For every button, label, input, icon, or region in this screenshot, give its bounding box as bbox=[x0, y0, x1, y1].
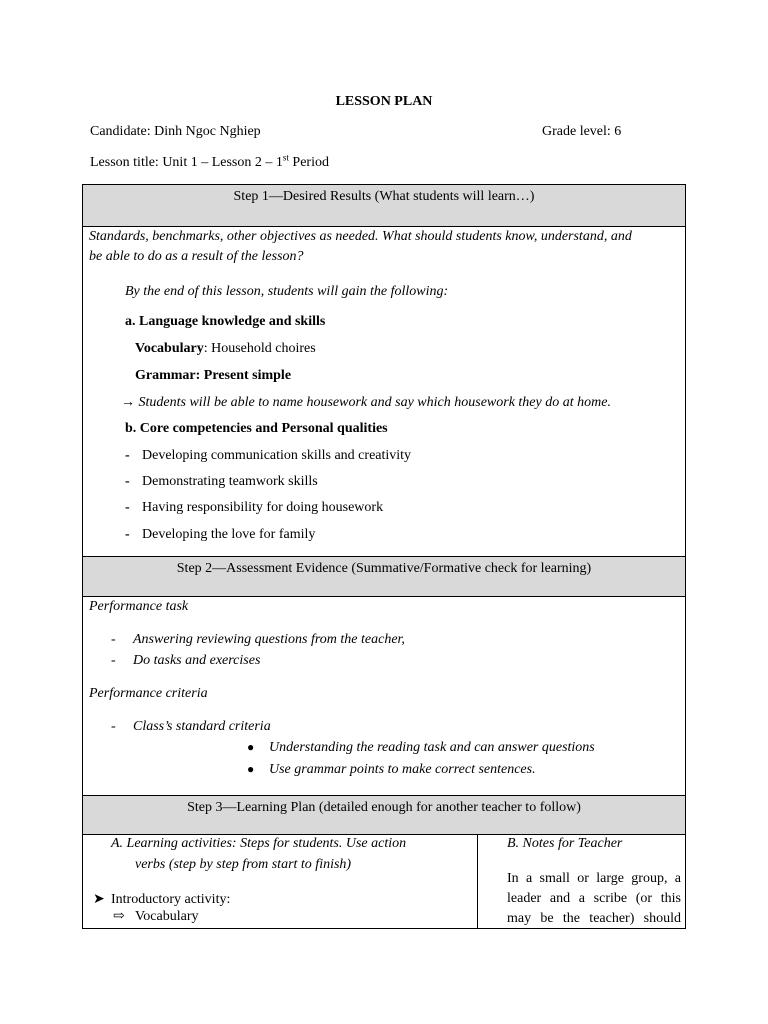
task-text: Answering reviewing questions from the teacher, bbox=[133, 632, 405, 647]
competency-item bbox=[125, 527, 315, 543]
section-b-heading: b. Core competencies and Personal qualities bbox=[125, 421, 388, 436]
criteria-point-text: Use grammar points to make correct sentences. bbox=[269, 762, 536, 777]
dash-bullet-icon: - bbox=[111, 719, 116, 734]
lesson-title-superscript: st bbox=[282, 152, 289, 163]
task-text: Do tasks and exercises bbox=[133, 653, 261, 668]
page-title: LESSON PLAN bbox=[335, 94, 433, 109]
grade-level: Grade level: 6 bbox=[542, 124, 622, 139]
competency-text: Developing communication skills and creativity bbox=[142, 448, 412, 463]
competency-item bbox=[125, 448, 411, 464]
vocabulary-item-text: Vocabulary bbox=[135, 909, 199, 924]
grammar-line: Grammar: Present simple bbox=[135, 368, 292, 383]
teacher-notes-heading: B. Notes for Teacher bbox=[507, 836, 623, 851]
criteria-text: Class’s standard criteria bbox=[133, 719, 271, 734]
column-divider bbox=[477, 834, 478, 929]
competency-text: Demonstrating teamwork skills bbox=[142, 474, 318, 489]
dash-bullet-icon: - bbox=[125, 527, 130, 542]
criteria-item bbox=[111, 719, 271, 735]
intro-activity-text: Introductory activity: bbox=[111, 892, 231, 907]
criteria-point-text: Understanding the reading task and can answer questions bbox=[269, 740, 595, 755]
vocabulary-item bbox=[113, 908, 199, 925]
dash-bullet-icon: - bbox=[125, 448, 130, 463]
candidate-name: Candidate: Dinh Ngoc Nghiep bbox=[90, 124, 261, 139]
competency-item bbox=[125, 474, 318, 490]
lesson-title bbox=[90, 152, 329, 171]
section-a-heading: a. Language knowledge and skills bbox=[125, 314, 326, 329]
arrowhead-bullet-icon: ➤ bbox=[93, 892, 105, 907]
objectives-intro: By the end of this lesson, students will gain the following: bbox=[125, 284, 449, 299]
standards-line-2: be able to do as a result of the lesson? bbox=[89, 249, 304, 264]
criteria-point bbox=[247, 762, 536, 778]
outcome-line bbox=[121, 395, 611, 411]
bullet-dot-icon: ● bbox=[247, 740, 255, 754]
dash-bullet-icon: - bbox=[111, 653, 116, 668]
vocabulary-label: Vocabulary bbox=[135, 341, 204, 356]
step2-heading: Step 2—Assessment Evidence (Summative/Formative check for learning) bbox=[176, 561, 592, 576]
performance-criteria-label: Performance criteria bbox=[89, 686, 208, 701]
criteria-point bbox=[247, 740, 595, 756]
teacher-notes-line: may be the teacher) should bbox=[507, 911, 681, 926]
task-item bbox=[111, 632, 405, 648]
right-arrow-icon: → bbox=[121, 395, 135, 410]
step2-body bbox=[82, 596, 686, 796]
learning-activities-heading: A. Learning activities: Steps for students. Use action bbox=[111, 836, 407, 851]
outcome-text: Students will be able to name housework and say which housework they do at home. bbox=[138, 395, 611, 410]
step3-header bbox=[82, 795, 686, 835]
step3-body bbox=[82, 834, 686, 929]
step1-heading: Step 1—Desired Results (What students will learn…) bbox=[233, 189, 535, 204]
intro-activity-item bbox=[93, 891, 230, 908]
standards-line-1: Standards, benchmarks, other objectives as needed. What should students know, understand, and bbox=[89, 229, 632, 244]
dash-bullet-icon: - bbox=[125, 500, 130, 515]
task-item bbox=[111, 653, 260, 669]
bullet-dot-icon: ● bbox=[247, 762, 255, 776]
vocabulary-value: : Household choires bbox=[203, 341, 316, 356]
step2-header bbox=[82, 556, 686, 597]
step1-header bbox=[82, 184, 686, 227]
lesson-title-period: Period bbox=[288, 155, 329, 170]
competency-text: Having responsibility for doing housework bbox=[142, 500, 384, 515]
performance-task-label: Performance task bbox=[89, 599, 189, 614]
teacher-notes-line: In a small or large group, a bbox=[507, 871, 681, 886]
step1-body bbox=[82, 226, 686, 557]
teacher-notes-line: leader and a scribe (or this bbox=[507, 891, 681, 906]
dash-bullet-icon: - bbox=[125, 474, 130, 489]
lesson-title-main: Lesson title: Unit 1 – Lesson 2 – 1 bbox=[90, 155, 283, 170]
outline-arrow-icon: ⇨ bbox=[113, 909, 125, 924]
competency-text: Developing the love for family bbox=[142, 527, 316, 542]
dash-bullet-icon: - bbox=[111, 632, 116, 647]
learning-activities-heading-cont: verbs (step by step from start to finish) bbox=[135, 857, 352, 872]
vocabulary-line bbox=[135, 341, 316, 357]
step3-heading: Step 3—Learning Plan (detailed enough for another teacher to follow) bbox=[187, 800, 581, 815]
competency-item bbox=[125, 500, 383, 516]
